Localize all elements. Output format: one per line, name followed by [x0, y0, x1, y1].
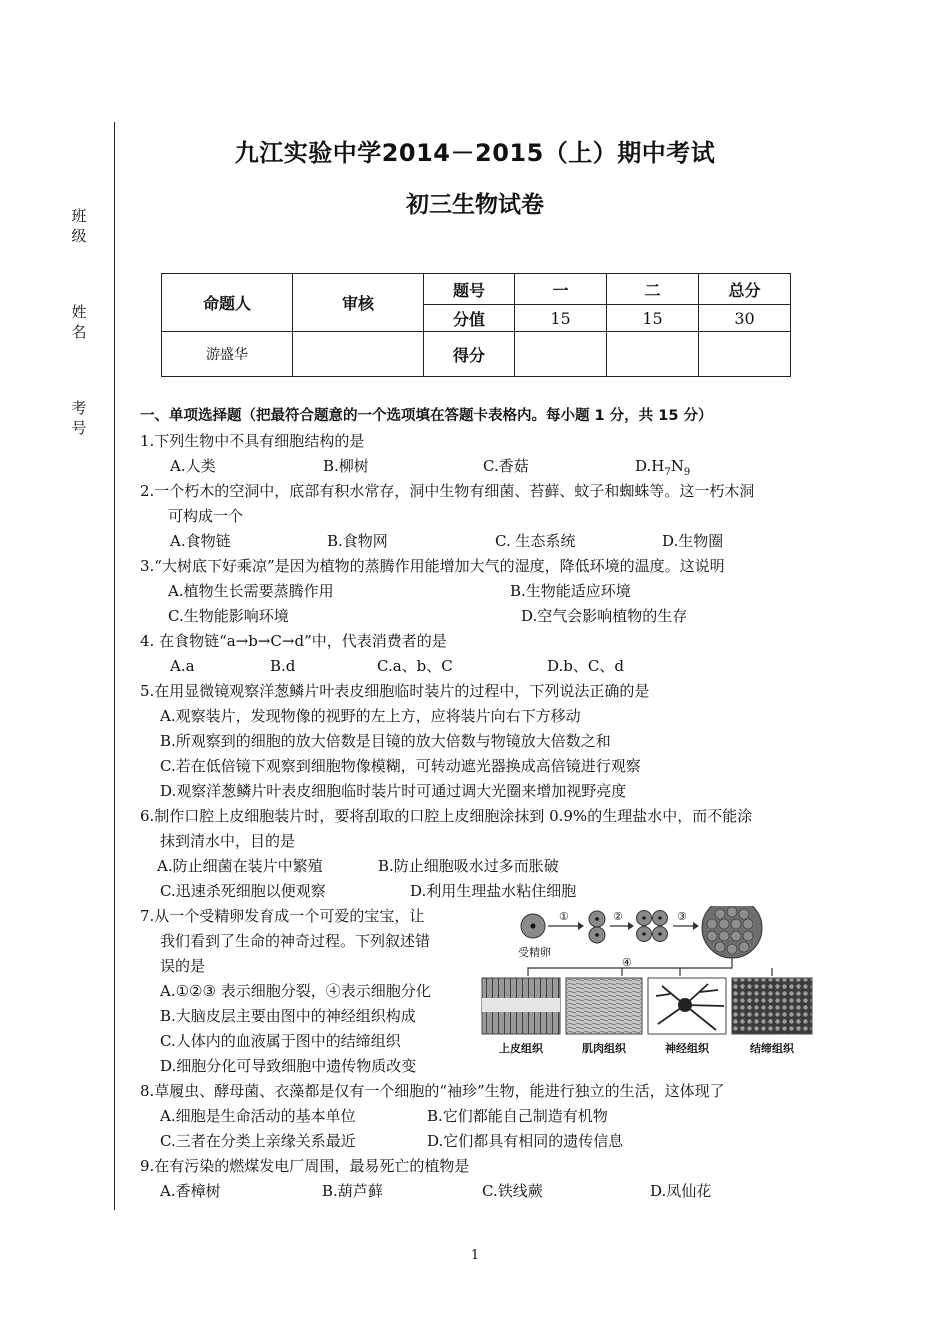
class-label: 班级	[71, 207, 87, 245]
muscle-tissue-image	[566, 978, 642, 1034]
section-heading: 一、单项选择题（把最符合题意的一个选项填在答题卡表格内。每小题 1 分，共 15 分）	[140, 408, 713, 424]
question-stem: 2.一个朽木的空洞中，底部有积水常存，洞中生物有细菌、苔藓、蚊子和蜘蛛等。这一朽木洞	[140, 482, 755, 500]
exam-number-label: 考号	[71, 399, 87, 437]
question-stem: 1.下列生物中不具有细胞结构的是	[140, 432, 365, 450]
option-b: B.葫芦藓	[322, 1182, 383, 1200]
author-name: 游盛华	[162, 332, 293, 377]
option-a: A.细胞是生命活动的基本单位	[160, 1107, 356, 1125]
question-stem: 9.在有污染的燃煤发电厂周围，最易死亡的植物是	[140, 1157, 470, 1175]
margin-divider	[114, 122, 115, 1210]
review-label: 审核	[293, 274, 424, 332]
author-label: 命题人	[162, 274, 293, 332]
binding-margin	[0, 0, 116, 1210]
option-d: D.生物圈	[662, 532, 724, 550]
question-stem: 3.“大树底下好乘凉”是因为植物的蒸腾作用能增加大气的湿度，降低环境的温度。这说明	[140, 557, 725, 575]
question-stem-continued: 误的是	[160, 957, 206, 975]
step-1: ①	[559, 910, 569, 923]
epithelial-lumen	[482, 998, 560, 1012]
step-4: ④	[622, 956, 632, 969]
option-b: B.大脑皮层主要由图中的神经组织构成	[160, 1007, 416, 1025]
page-number: 1	[470, 1248, 480, 1263]
arrow-head	[578, 922, 584, 930]
arrow-head	[628, 922, 634, 930]
muscle-label: 肌肉组织	[582, 1042, 626, 1055]
option-c: C.香菇	[483, 457, 529, 475]
option-b: B.柳树	[323, 457, 369, 475]
question-stem: 5.在用显微镜观察洋葱鳞片叶表皮细胞临时装片的过程中，下列说法正确的是	[140, 682, 650, 700]
option-b: B.食物网	[327, 532, 388, 550]
option-d: D.利用生理盐水粘住细胞	[410, 882, 577, 900]
four-cell-stage	[637, 911, 668, 942]
nerve-tissue-image	[648, 978, 726, 1034]
connective-label: 结缔组织	[750, 1042, 794, 1055]
question-options	[140, 579, 830, 604]
step-3: ③	[677, 910, 687, 923]
option-d: D.观察洋葱鳞片叶表皮细胞临时装片时可通过调大光圈来增加视野亮度	[160, 782, 627, 800]
question-stem: 6.制作口腔上皮细胞装片时，要将刮取的口腔上皮细胞涂抹到 0.9%的生理盐水中，而不能涂	[140, 807, 753, 825]
option-a: A.①②③ 表示细胞分裂，④表示细胞分化	[160, 982, 431, 1000]
option-d: D.凤仙花	[650, 1182, 712, 1200]
question-options	[140, 1104, 830, 1129]
exam-title: 九江实验中学2014－2015（上）期中考试	[234, 139, 716, 167]
arrow-head	[693, 922, 699, 930]
question-options	[140, 1179, 830, 1204]
question-options	[140, 879, 830, 904]
option-a: A.防止细菌在装片中繁殖	[157, 857, 323, 875]
question-number-label: 题号	[424, 274, 515, 305]
part-two-score-cell[interactable]	[607, 332, 699, 377]
question-options	[140, 529, 830, 554]
question-stem: 4. 在食物链“a→b→C→d”中，代表消费者的是	[140, 632, 447, 650]
cell-development-figure	[480, 906, 815, 1058]
option-a: A.人类	[170, 457, 216, 475]
question-stem: 7.从一个受精卵发育成一个可爱的宝宝，让	[140, 907, 425, 925]
option-c: C.人体内的血液属于图中的结缔组织	[160, 1032, 401, 1050]
option-a: A.a	[170, 657, 195, 675]
part-one-score-cell[interactable]	[515, 332, 607, 377]
nerve-label: 神经组织	[665, 1042, 709, 1055]
option-c: C.生物能影响环境	[168, 607, 289, 625]
question-options	[140, 654, 830, 679]
question-stem-continued: 我们看到了生命的神奇过程。下列叙述错	[160, 932, 431, 950]
part-two-points: 15	[607, 305, 699, 332]
total-header: 总分	[699, 274, 791, 305]
question-options	[140, 604, 830, 629]
option-d: D.空气会影响植物的生存	[521, 607, 688, 625]
question-options	[140, 454, 830, 479]
option-c: C.铁线蕨	[482, 1182, 543, 1200]
total-points: 30	[699, 305, 791, 332]
option-a: A.食物链	[170, 532, 231, 550]
part-one-points: 15	[515, 305, 607, 332]
two-cell-stage	[589, 911, 605, 943]
epithelial-label: 上皮组织	[499, 1042, 543, 1055]
part-one-header: 一	[515, 274, 607, 305]
question-seven	[140, 904, 830, 1075]
part-two-header: 二	[607, 274, 699, 305]
question-options	[140, 1129, 830, 1154]
option-d: D.b、C、d	[547, 657, 624, 675]
zygote-label: 受精卵	[518, 946, 551, 959]
question-stem-continued: 可构成一个	[168, 507, 244, 525]
option-b: B.d	[270, 657, 296, 675]
name-label: 姓名	[71, 303, 87, 341]
option-c: C.a、b、C	[377, 657, 453, 675]
question-options	[140, 854, 830, 879]
option-c: C.迅速杀死细胞以便观察	[160, 882, 326, 900]
total-score-cell[interactable]	[699, 332, 791, 377]
option-a: A.观察装片，发现物像的视野的左上方，应将装片向右下方移动	[160, 707, 581, 725]
option-d: $D.H_7N_9$	[635, 457, 691, 478]
option-b: B.所观察到的细胞的放大倍数是目镜的放大倍数与物镜放大倍数之和	[160, 732, 611, 750]
score-label: 得分	[424, 332, 515, 377]
question-stem: 8.草履虫、酵母菌、衣藻都是仅有一个细胞的“袖珍”生物，能进行独立的生活，这体现了	[140, 1082, 725, 1100]
option-c: C. 生态系统	[495, 532, 576, 550]
option-b: B.生物能适应环境	[510, 582, 631, 600]
option-c: C.若在低倍镜下观察到细胞物像模糊，可转动遮光器换成高倍镜进行观察	[160, 757, 641, 775]
option-d: D.它们都具有相同的遗传信息	[427, 1132, 624, 1150]
option-b: B.防止细胞吸水过多而胀破	[378, 857, 559, 875]
option-d: D.细胞分化可导致细胞中遗传物质改变	[160, 1057, 417, 1075]
score-table	[161, 273, 791, 377]
reviewer-cell[interactable]	[293, 332, 424, 377]
exam-subtitle: 初三生物试卷	[406, 192, 544, 218]
points-label: 分值	[424, 305, 515, 332]
connective-tissue-image	[732, 978, 812, 1034]
zygote-cell	[521, 914, 545, 938]
cell-mass	[702, 906, 762, 958]
option-a: A.植物生长需要蒸腾作用	[168, 582, 334, 600]
question-stem-continued: 抹到清水中，目的是	[160, 832, 296, 850]
step-2: ②	[613, 910, 623, 923]
option-a: A.香樟树	[160, 1182, 221, 1200]
questions-section	[140, 403, 830, 1204]
option-c: C.三者在分类上亲缘关系最近	[160, 1132, 356, 1150]
option-b: B.它们都能自己制造有机物	[427, 1107, 608, 1125]
